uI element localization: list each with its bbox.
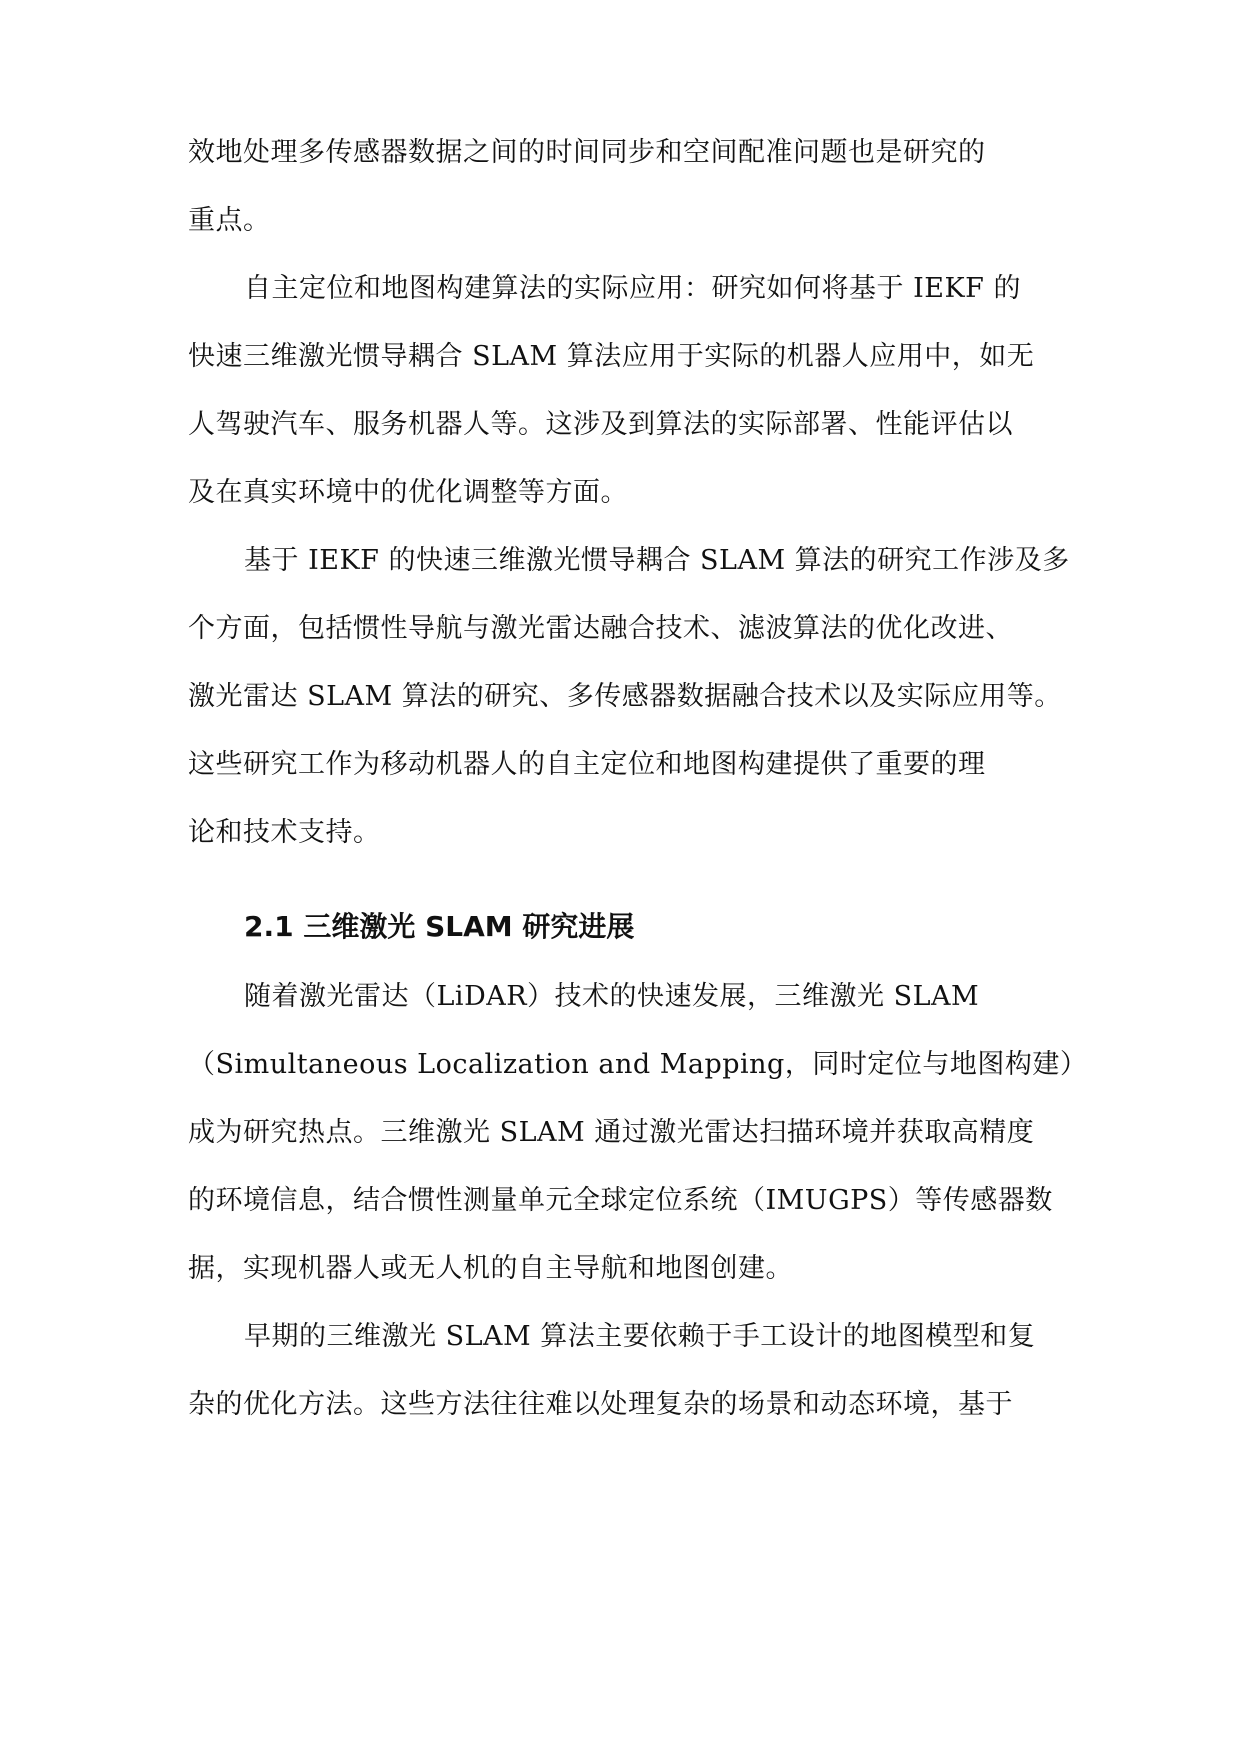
text-line: 快速三维激光惯导耦合 SLAM 算法应用于实际的机器人应用中，如无 (188, 341, 1035, 372)
text-line: 早期的三维激光 SLAM 算法主要依赖于手工设计的地图模型和复 (244, 1321, 1036, 1352)
text-line: （Simultaneous Localization and Mapping，同时定位与地图构建） (188, 1049, 1088, 1080)
text-line: 效地处理多传感器数据之间的时间同步和空间配准问题也是研究的 (188, 137, 986, 168)
text-line: 自主定位和地图构建算法的实际应用：研究如何将基于 IEKF 的 (244, 273, 1021, 304)
section-heading: 2.1 三维激光 SLAM 研究进展 (244, 910, 635, 943)
text-line: 这些研究工作为移动机器人的自主定位和地图构建提供了重要的理 (188, 749, 986, 780)
text-line: 论和技术支持。 (188, 817, 381, 848)
text-line: 激光雷达 SLAM 算法的研究、多传感器数据融合技术以及实际应用等。 (188, 681, 1062, 712)
text-line: 的环境信息，结合惯性测量单元全球定位系统（IMUGPS）等传感器数 (188, 1185, 1053, 1216)
text-line: 人驾驶汽车、服务机器人等。这涉及到算法的实际部署、性能评估以 (188, 409, 1013, 440)
text-line: 及在真实环境中的优化调整等方面。 (188, 477, 628, 508)
text-line: 个方面，包括惯性导航与激光雷达融合技术、滤波算法的优化改进、 (188, 613, 1013, 644)
text-line: 据，实现机器人或无人机的自主导航和地图创建。 (188, 1253, 793, 1284)
text-line: 重点。 (188, 205, 271, 236)
text-line: 杂的优化方法。这些方法往往难以处理复杂的场景和动态环境，基于 (188, 1389, 1013, 1420)
text-line: 随着激光雷达（LiDAR）技术的快速发展，三维激光 SLAM (244, 981, 980, 1012)
text-line: 成为研究热点。三维激光 SLAM 通过激光雷达扫描环境并获取高精度 (188, 1117, 1035, 1148)
text-line: 基于 IEKF 的快速三维激光惯导耦合 SLAM 算法的研究工作涉及多 (244, 545, 1070, 576)
